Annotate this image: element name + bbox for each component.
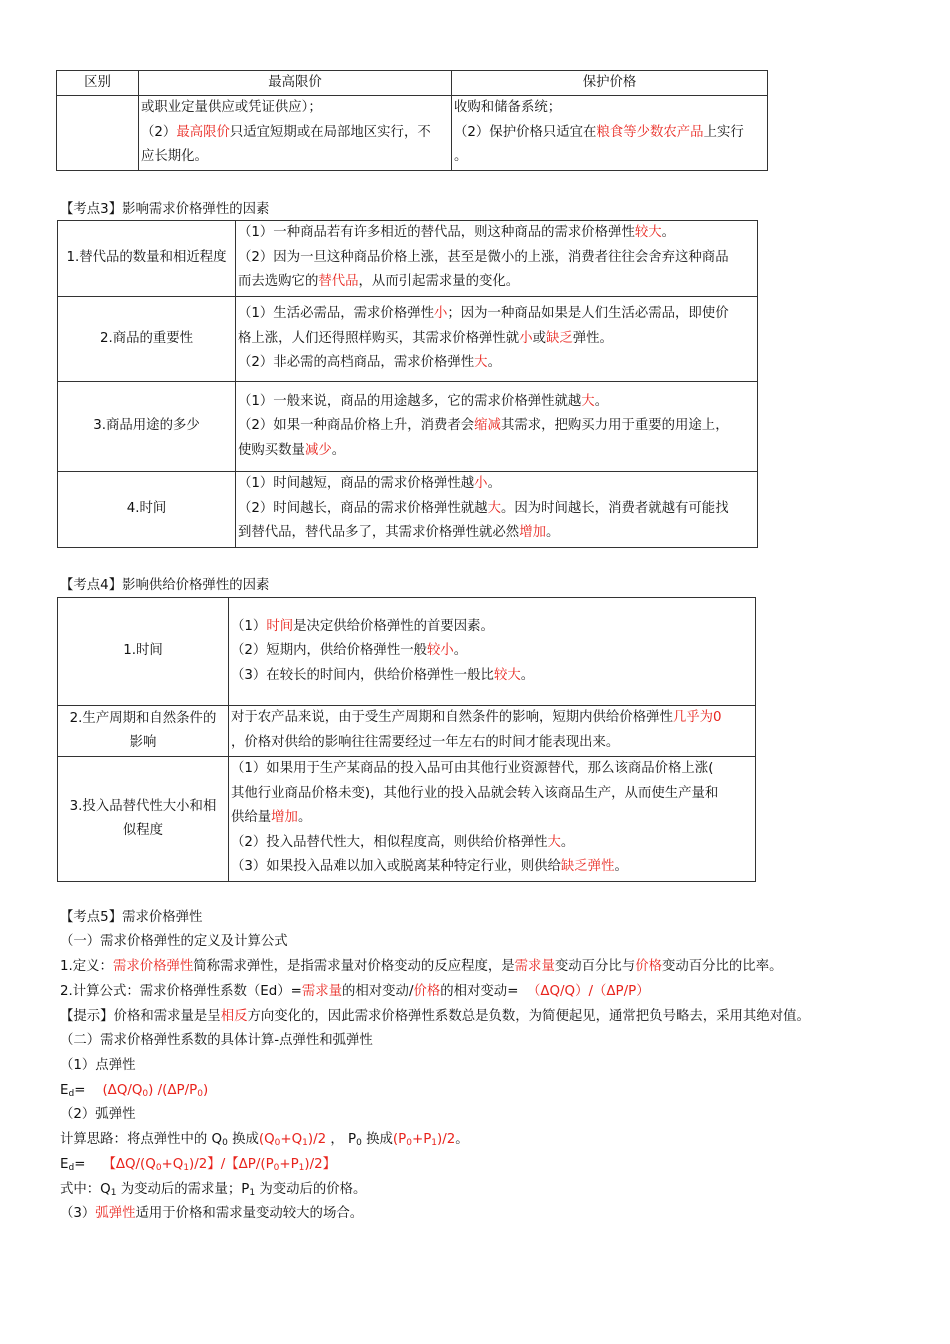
price-ceiling-cell: 或职业定量供应或凭证供应）； （2）最高限价只适宜短期或在局部地区实行，不 应长期化。 [139, 96, 452, 171]
factor-label: 3.商品用途的多少 [58, 382, 236, 472]
demand-elasticity-factors-table [57, 220, 758, 548]
header-price-ceiling: 最高限价 [139, 71, 452, 96]
definition-line: 1.定义：需求价格弹性简称需求弹性，是指需求量对价格变动的反应程度，是需求量变动百分比与价格变动百分比的比率。 [60, 959, 783, 974]
arc-elasticity-usage: （3）弧弹性适用于价格和需求量变动较大的场合。 [60, 1206, 364, 1221]
factor-content: （1）时间越短，商品的需求价格弹性越小。 （2）时间越长，商品的需求价格弹性就越大。因为时间越长，消费者就越有可能找 到替代品，替代品多了，其需求价格弹性就必然增加。 [236, 472, 758, 548]
factor-content: （1）一般来说，商品的用途越多，它的需求价格弹性就越大。 （2）如果一种商品价格上升，消费者会缩减其需求，把购买力用于重要的用途上， 使购买数量减少。 [236, 382, 758, 472]
header-difference: 区别 [57, 71, 139, 96]
supply-elasticity-factors-table [57, 597, 756, 882]
arc-elasticity-label: （2）弧弹性 [60, 1107, 136, 1122]
empty-cell [57, 96, 139, 171]
factor-label: 1.替代品的数量和相近程度 [58, 221, 236, 297]
formula-line: 2.计算公式：需求价格弹性系数（Ed）=需求量的相对变动/价格的相对变动= （ΔQ/Q）/（ΔP/P） [60, 984, 650, 999]
factor-label: 4.时间 [58, 472, 236, 548]
arc-elasticity-formula: $E_d=$ 【$\Delta Q/(Q_0+Q_1)/2$】/【$\Delta P/(P_0+P_1)/2$】 [60, 1157, 337, 1173]
factor-label: 3.投入品替代性大小和相 似程度 [58, 757, 229, 882]
section3-title: 【考点3】影响需求价格弹性的因素 [60, 202, 270, 217]
point-elasticity-formula: $E_d=$ $(\Delta Q/Q_0)$ $/(\Delta P/P_0)$ [60, 1083, 209, 1099]
header-price-floor: 保护价格 [452, 71, 768, 96]
factor-content: （1）一种商品若有许多相近的替代品，则这种商品的需求价格弹性较大。 （2）因为一旦这种商品价格上涨，甚至是微小的上涨，消费者往往会舍弃这种商品 而去选购它的替代品，从而引起需求量的变化。 [236, 221, 758, 297]
factor-label: 2.生产周期和自然条件的 影响 [58, 706, 229, 757]
factor-content: 对于农产品来说，由于受生产周期和自然条件的影响，短期内供给价格弹性几乎为0 ，价格对供给的影响往往需要经过一年左右的时间才能表现出来。 [229, 706, 756, 757]
factor-label: 2.商品的重要性 [58, 297, 236, 382]
subheading-definition: （一）需求价格弹性的定义及计算公式 [60, 934, 288, 949]
calculation-idea: 计算思路：将点弹性中的 $Q_0$ 换成$(Q_0+Q_1)/2$ ， $P_0$ 换成$(P_0+P_1)/2$。 [60, 1132, 469, 1148]
factor-label: 1.时间 [58, 598, 229, 706]
price-control-table [56, 70, 768, 171]
factor-content: （1）如果用于生产某商品的投入品可由其他行业资源替代，那么该商品价格上涨( 其他行业商品价格未变)，其他行业的投入品就会转入该商品生产，从而使生产量和 供给量增加。 （2）投入品替代性大，相似程度高，则供给价格弹性大。 （3）如果投入品难以加入或脱离某种特定行业，则供给缺乏弹性。 [229, 757, 756, 882]
factor-content: （1）时间是决定供给价格弹性的首要因素。 （2）短期内，供给价格弹性一般较小。 （3）在较长的时间内，供给价格弹性一般比较大。 [229, 598, 756, 706]
formula-explanation: 式中：$Q_1$ 为变动后的需求量；$P_1$ 为变动后的价格。 [60, 1182, 367, 1198]
price-floor-cell: 收购和储备系统； （2）保护价格只适宜在粮食等少数农产品上实行 。 [452, 96, 768, 171]
section4-title: 【考点4】影响供给价格弹性的因素 [60, 578, 270, 593]
tip-line: 【提示】价格和需求量是呈相反方向变化的，因此需求价格弹性系数总是负数，为简便起见，通常把负号略去，采用其绝对值。 [60, 1009, 810, 1024]
point-elasticity-label: （1）点弹性 [60, 1058, 136, 1073]
section5-title: 【考点5】需求价格弹性 [60, 910, 203, 925]
factor-content: （1）生活必需品，需求价格弹性小；因为一种商品如果是人们生活必需品，即使价 格上涨，人们还得照样购买，其需求价格弹性就小或缺乏弹性。 （2）非必需的高档商品，需求价格弹性大。 [236, 297, 758, 382]
subheading-calculation: （二）需求价格弹性系数的具体计算-点弹性和弧弹性 [60, 1033, 373, 1048]
